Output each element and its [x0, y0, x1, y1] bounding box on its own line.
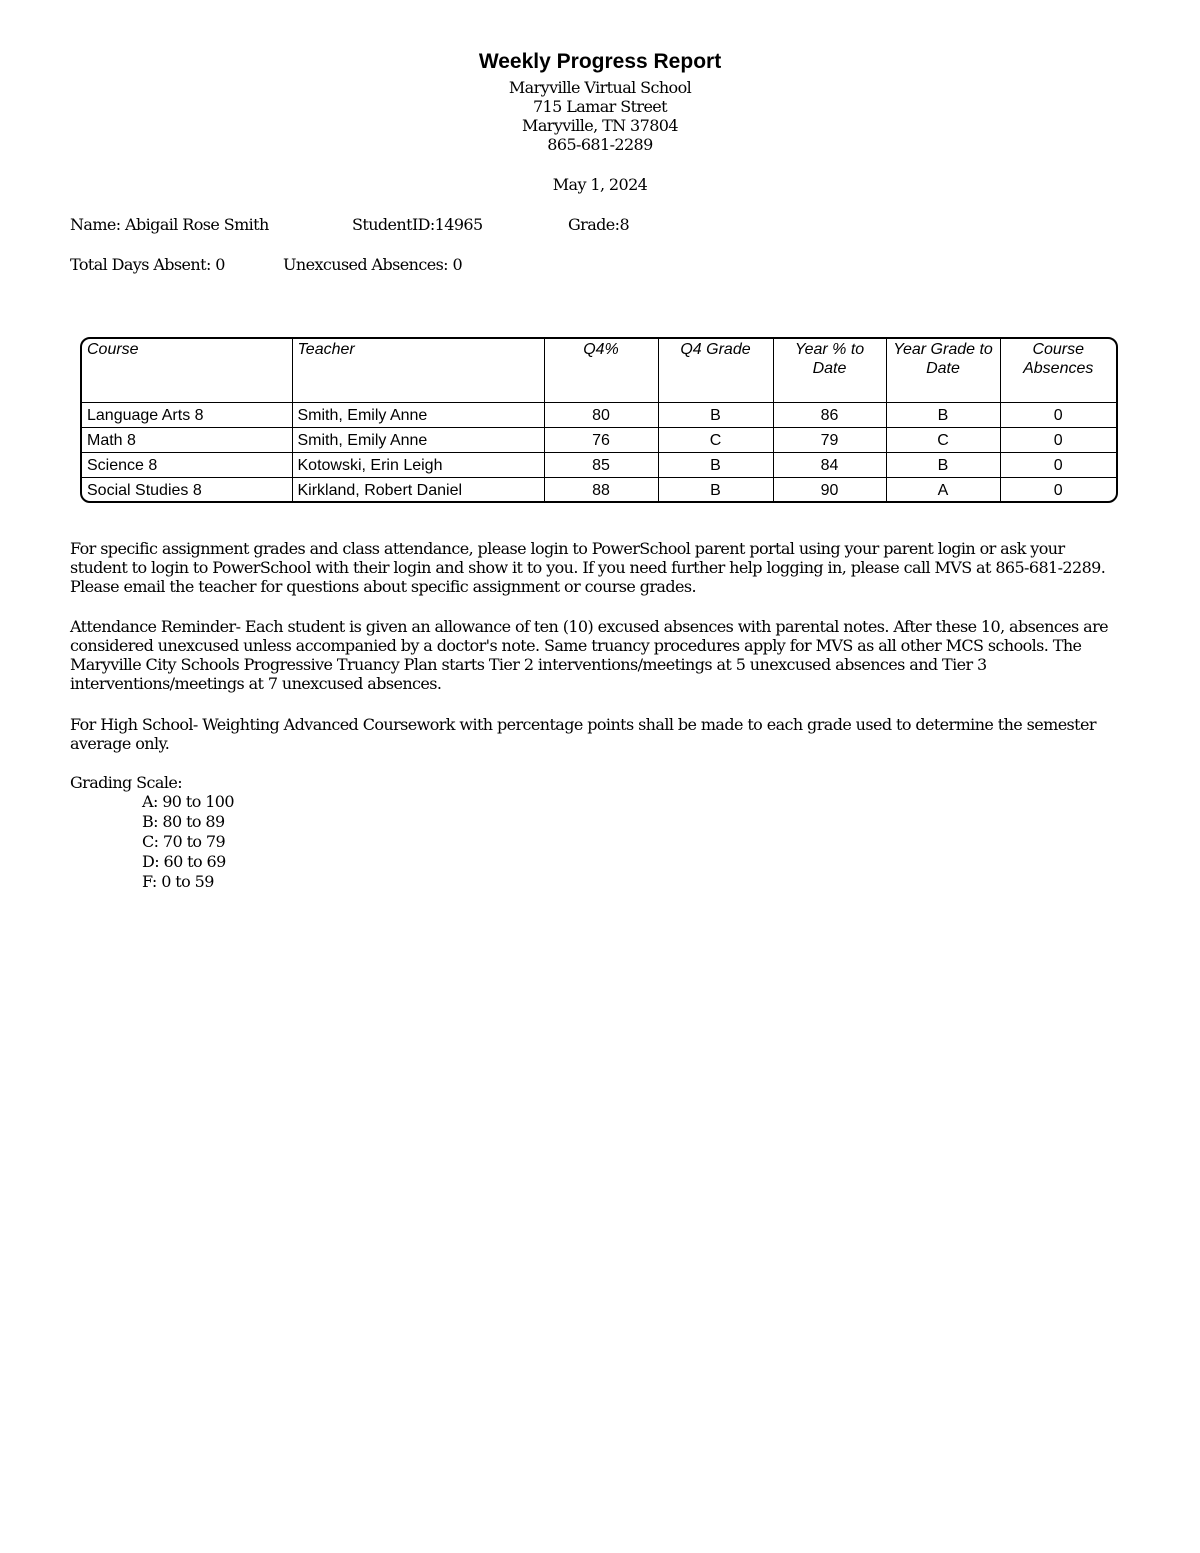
cell-course-absences: 0 — [1000, 478, 1116, 503]
cell-teacher: Kotowski, Erin Leigh — [292, 453, 544, 478]
student-name: Name: Abigail Rose Smith — [70, 215, 269, 234]
cell-year-percent: 86 — [773, 403, 886, 428]
cell-teacher: Smith, Emily Anne — [292, 403, 544, 428]
cell-year-grade: B — [886, 403, 1000, 428]
grades-table — [80, 337, 1118, 503]
header-q4-grade: Q4 Grade — [658, 339, 773, 403]
student-grade: Grade:8 — [568, 215, 630, 234]
table-row — [82, 453, 1116, 478]
cell-teacher: Kirkland, Robert Daniel — [292, 478, 544, 503]
portal-note: For specific assignment grades and class attendance, please login to PowerSchool parent portal using your parent login or ask your student to login to PowerSchool with their login and show it to you. If you need further help logging in, please call MVS at 865-681-2289. Please email the teacher for questions about specific assignment or course grades. — [70, 539, 1106, 596]
cell-q4-grade: B — [658, 478, 773, 503]
cell-course: Science 8 — [82, 453, 292, 478]
total-days-absent: Total Days Absent: 0 — [70, 255, 225, 274]
header-course-absences: Course Absences — [1000, 339, 1116, 403]
cell-q4-percent: 80 — [544, 403, 658, 428]
school-city: Maryville, TN 37804 — [522, 116, 678, 135]
cell-year-percent: 79 — [773, 428, 886, 453]
grading-scale-label: Grading Scale: — [70, 773, 182, 792]
header-year-grade: Year Grade to Date — [886, 339, 1000, 403]
cell-course-absences: 0 — [1000, 453, 1116, 478]
cell-course: Language Arts 8 — [82, 403, 292, 428]
grading-scale-item: D: 60 to 69 — [142, 852, 226, 871]
cell-q4-percent: 88 — [544, 478, 658, 503]
unexcused-absences: Unexcused Absences: 0 — [283, 255, 463, 274]
school-street: 715 Lamar Street — [532, 97, 668, 116]
cell-q4-percent: 85 — [544, 453, 658, 478]
grading-scale-item: F: 0 to 59 — [142, 872, 214, 891]
header-year-percent: Year % to Date — [773, 339, 886, 403]
cell-q4-grade: B — [658, 453, 773, 478]
table-header-row — [82, 339, 1116, 403]
header-q4-percent: Q4% — [544, 339, 658, 403]
report-date: May 1, 2024 — [552, 175, 648, 194]
grading-scale-item: C: 70 to 79 — [142, 832, 226, 851]
cell-year-percent: 84 — [773, 453, 886, 478]
cell-teacher: Smith, Emily Anne — [292, 428, 544, 453]
cell-course: Social Studies 8 — [82, 478, 292, 503]
cell-q4-grade: C — [658, 428, 773, 453]
school-name: Maryville Virtual School — [508, 78, 692, 97]
report-title: Weekly Progress Report — [478, 50, 722, 73]
cell-course: Math 8 — [82, 428, 292, 453]
table-row — [82, 403, 1116, 428]
school-phone: 865-681-2289 — [547, 135, 653, 154]
high-school-note: For High School- Weighting Advanced Coursework with percentage points shall be made to each grade used to determine the semester average only. — [70, 715, 1096, 753]
grading-scale-item: A: 90 to 100 — [142, 792, 234, 811]
cell-q4-percent: 76 — [544, 428, 658, 453]
header-course: Course — [82, 339, 292, 403]
cell-year-grade: A — [886, 478, 1000, 503]
cell-course-absences: 0 — [1000, 428, 1116, 453]
table-row — [82, 478, 1116, 503]
header-teacher: Teacher — [292, 339, 544, 403]
attendance-reminder: Attendance Reminder- Each student is given an allowance of ten (10) excused absences with parental notes. After these 10, absences are considered unexcused unless accompanied by a doctor's note. Same truancy procedures apply for MVS as all other MCS schools. The Maryville City Schools Progressive Truancy Plan starts Tier 2 interventions/meetings at 5 unexcused absences and Tier 3 interventions/meetings at 7 unexcused absences. — [70, 617, 1108, 693]
cell-year-percent: 90 — [773, 478, 886, 503]
grading-scale-item: B: 80 to 89 — [142, 812, 225, 831]
table-row — [82, 428, 1116, 453]
cell-q4-grade: B — [658, 403, 773, 428]
cell-year-grade: C — [886, 428, 1000, 453]
cell-course-absences: 0 — [1000, 403, 1116, 428]
cell-year-grade: B — [886, 453, 1000, 478]
student-id: StudentID:14965 — [352, 215, 483, 234]
